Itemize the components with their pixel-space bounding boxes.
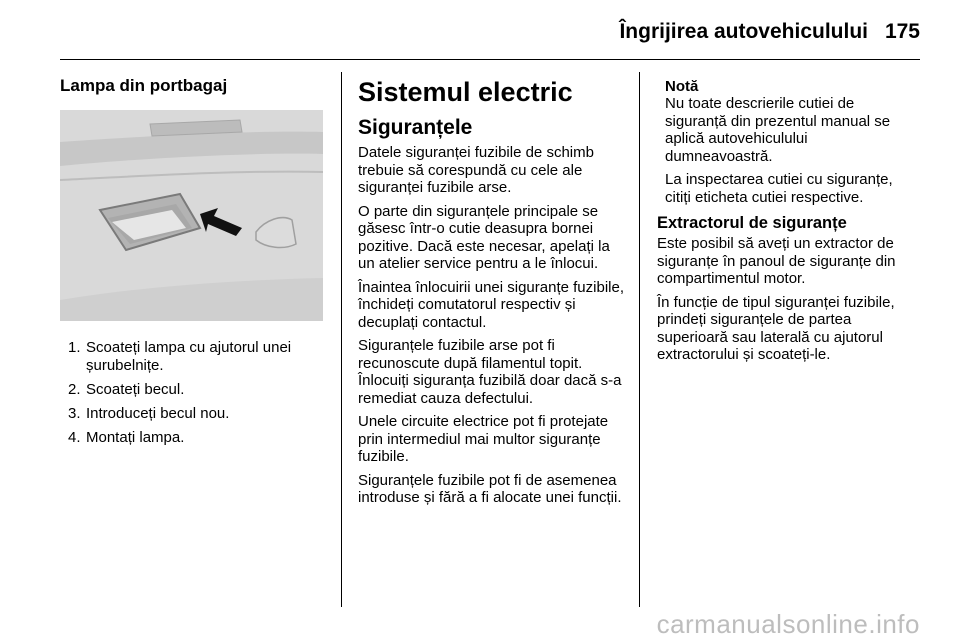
boot-lamp-illustration	[60, 110, 323, 321]
list-item: 4. Montați lampa.	[68, 429, 185, 446]
column-divider-1	[341, 72, 342, 607]
list-item: 3. Introduceți becul nou.	[68, 405, 230, 422]
chapter-title: Îngrijirea autovehiculului	[619, 20, 868, 43]
paragraph: În funcție de tipul siguranței fuzibile, prindeți siguranțele de partea superioară sau laterală cu ajutorul extractorului și scoateți-le.	[657, 293, 895, 363]
paragraph: O parte din siguranțele principale se găsesc într-o cutie deasupra bornei pozitive. Dacă este necesar, apelați la un atelier service pentru a le înlocui.	[358, 202, 610, 272]
paragraph: Unele circuite electrice pot fi protejate prin intermediul mai multor siguranțe fuzibile.	[358, 413, 609, 465]
column-boot-lamp	[60, 76, 325, 453]
note-paragraph: La inspectarea cutiei cu siguranțe, citiți eticheta cutiei respective.	[665, 171, 893, 206]
note-paragraph: Nu toate descrierile cutiei de siguranță din prezentul manual se aplică autovehiculului dumneavoastră.	[665, 95, 891, 165]
paragraph: Siguranțele fuzibile pot fi de asemenea introduse și fără a fi alocate unei funcții.	[358, 471, 622, 506]
chapter-heading: Sistemul electric	[358, 77, 573, 107]
page-number: 175	[884, 20, 920, 43]
subheading-fuse-extractor: Extractorul de siguranțe	[657, 214, 847, 232]
section-heading-fuses: Siguranțele	[358, 116, 473, 139]
page-header	[0, 14, 960, 48]
header-divider	[60, 59, 920, 60]
column-electrical-system	[358, 72, 630, 513]
list-item: 2. Scoateți becul.	[68, 381, 185, 398]
watermark: carmanualsonline.info	[656, 609, 920, 639]
paragraph: Înaintea înlocuirii unei siguranțe fuzibile, închideți comutatorul respectiv și decuplați contactul.	[358, 278, 624, 331]
note-label: Notă	[665, 78, 699, 95]
note-box	[657, 78, 919, 206]
column-fuse-extractor	[657, 72, 919, 370]
paragraph: Datele siguranței fuzibile de schimb trebuie să corespundă cu cele ale siguranței fuzibile arse.	[358, 144, 594, 196]
column-divider-2	[639, 72, 640, 607]
section-title-boot-lamp: Lampa din portbagaj	[60, 76, 228, 95]
boot-lamp-steps	[60, 339, 325, 447]
paragraph: Siguranțele fuzibile arse pot fi recunoscute după filamentul topit. Înlocuiți siguranța fuzibilă doar dacă s-a remediat cauza defectului.	[358, 337, 622, 407]
list-item: 1. Scoateți lampa cu ajutorul unei șurubelnițe.	[68, 339, 292, 374]
paragraph: Este posibil să aveți un extractor de siguranțe în panoul de siguranțe din compartimentul motor.	[657, 235, 896, 287]
